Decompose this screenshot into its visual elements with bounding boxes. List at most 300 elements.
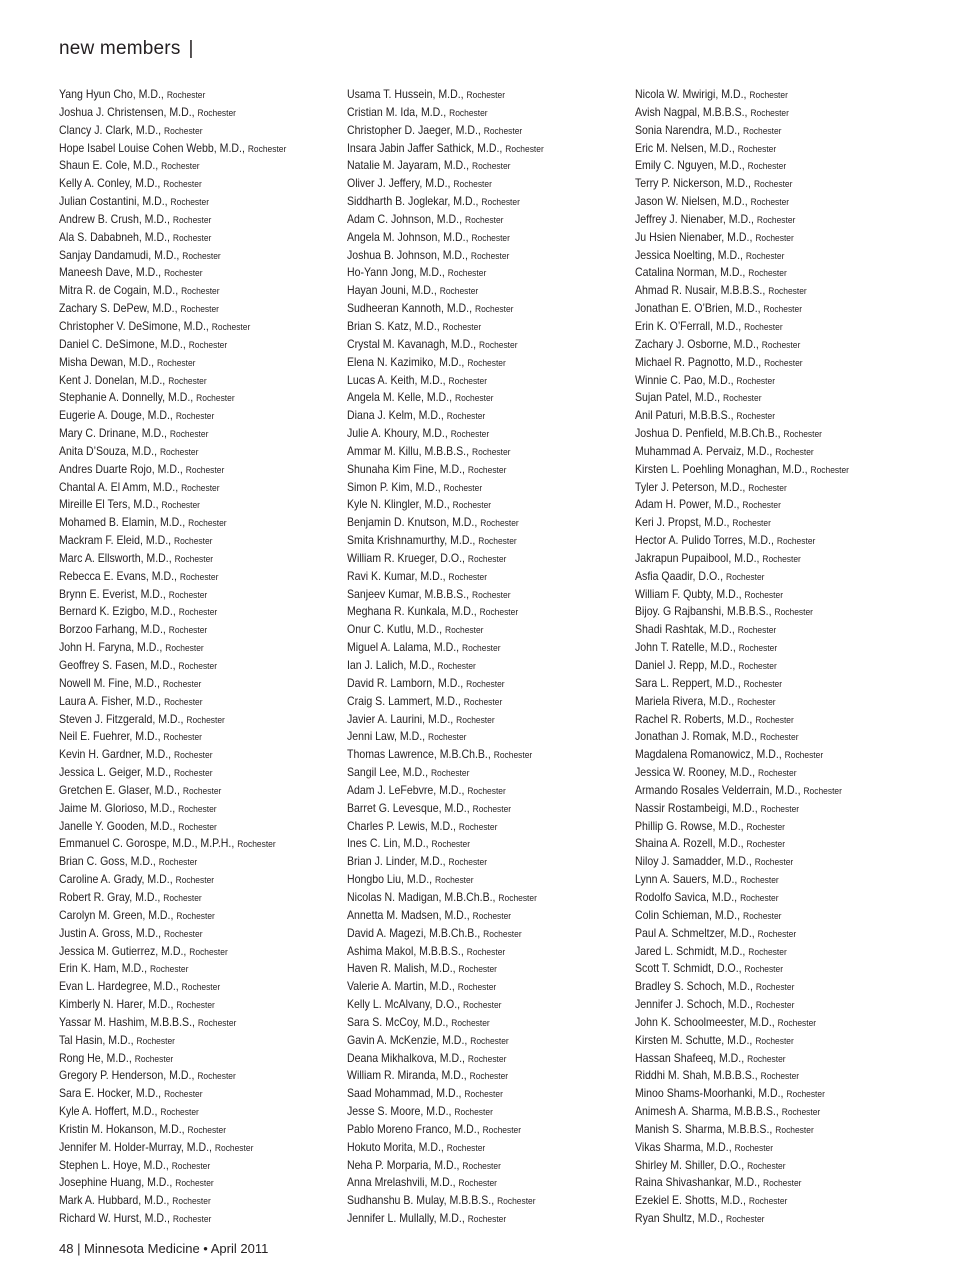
member-city: Rochester: [161, 500, 200, 512]
member-name: Anna Mrelashvili, M.D.,: [347, 1175, 456, 1190]
member-entry: [347, 746, 544, 764]
member-name: Kirsten M. Schutte, M.D.,: [635, 1032, 753, 1047]
member-city: Rochester: [442, 321, 482, 333]
member-city: Rochester: [178, 803, 217, 815]
member-city: Rochester: [452, 500, 492, 512]
member-entry: [635, 657, 849, 675]
member-name: Kelly L. McAlvany, D.O.,: [347, 997, 461, 1012]
member-city: Rochester: [185, 464, 225, 476]
member-entry: [635, 1174, 849, 1192]
member-entry: [347, 728, 544, 746]
member-entry: [59, 1210, 286, 1228]
member-city: Rochester: [479, 607, 519, 619]
member-city: Rochester: [437, 661, 476, 672]
member-name: Shaun E. Cole, M.D.,: [59, 158, 159, 173]
member-entry: [347, 1157, 544, 1175]
member-entry: [347, 157, 544, 175]
member-name: Rodolfo Savica, M.D.,: [635, 889, 738, 904]
member-name: Sudheeran Kannoth, M.D.,: [347, 301, 473, 316]
member-entry: [59, 514, 286, 532]
member-city: Rochester: [472, 161, 511, 173]
member-city: Rochester: [176, 910, 215, 922]
member-name: Eric M. Nelsen, M.D.,: [635, 140, 735, 155]
member-entry: [347, 996, 544, 1014]
member-name: Adam C. Johnson, M.D.,: [347, 211, 463, 226]
member-name: Ju Hsien Nienaber, M.D.,: [635, 229, 753, 244]
member-entry: [59, 104, 286, 122]
member-entry: [635, 1139, 849, 1157]
member-name: Siddharth B. Joglekar, M.D.,: [347, 194, 479, 209]
member-name: Kyle N. Klingler, M.D.,: [347, 497, 450, 512]
member-city: Rochester: [462, 1160, 501, 1172]
member-entry: [59, 532, 286, 550]
member-city: Rochester: [470, 1035, 509, 1047]
member-entry: [59, 978, 286, 996]
member-name: Lynn A. Sauers, M.D.,: [635, 872, 738, 887]
member-name: Deana Mikhalkova, M.D.,: [347, 1050, 465, 1065]
member-city: Rochester: [178, 607, 218, 619]
member-entry: [59, 372, 286, 390]
member-name: Brynn E. Everist, M.D.,: [59, 586, 166, 601]
member-name: David R. Lamborn, M.D.,: [347, 675, 464, 690]
member-entry: [347, 586, 544, 604]
member-name: Ahmad R. Nusair, M.B.B.S.,: [635, 283, 766, 298]
member-city: Rochester: [725, 1214, 765, 1226]
member-entry: [635, 496, 849, 514]
member-city: Rochester: [763, 304, 803, 316]
member-entry: [347, 782, 544, 800]
member-entry: [59, 711, 286, 729]
member-entry: [347, 871, 544, 889]
member-name: Jonathan E. O’Brien, M.D.,: [635, 301, 761, 316]
member-city: Rochester: [493, 750, 533, 762]
member-city: Rochester: [723, 393, 762, 405]
member-name: Catalina Norman, M.D.,: [635, 265, 746, 280]
page-footer: 48 | Minnesota Medicine • April 2011: [59, 1241, 269, 1256]
member-entry: [635, 318, 849, 336]
member-name: Gavin A. McKenzie, M.D.,: [347, 1032, 468, 1047]
member-city: Rochester: [428, 732, 467, 744]
member-name: Michael R. Pagnotto, M.D.,: [635, 354, 762, 369]
member-entry: [347, 496, 544, 514]
member-city: Rochester: [745, 250, 785, 262]
member-name: Ravi K. Kumar, M.D.,: [347, 568, 446, 583]
member-city: Rochester: [172, 214, 212, 226]
member-city: Rochester: [165, 643, 204, 655]
member-name: Daniel J. Repp, M.D.,: [635, 658, 736, 672]
member-entry: [59, 1103, 286, 1121]
member-name: Hayan Jouni, M.D.,: [347, 283, 437, 298]
member-name: Hector A. Pulido Torres, M.D.,: [635, 533, 774, 548]
member-name: Bijoy. G Rajbanshi, M.B.B.S.,: [635, 604, 772, 619]
member-name: Jenni Law, M.D.,: [347, 729, 426, 744]
member-city: Rochester: [466, 946, 506, 958]
member-name: Julian Costantini, M.D.,: [59, 194, 168, 209]
member-city: Rochester: [756, 214, 796, 226]
member-city: Rochester: [467, 1214, 507, 1226]
member-city: Rochester: [725, 571, 765, 583]
member-entry: [347, 300, 544, 318]
member-entry: [59, 568, 286, 586]
member-city: Rochester: [498, 892, 537, 904]
member-city: Rochester: [746, 821, 785, 833]
member-city: Rochester: [174, 750, 213, 762]
member-name: Paul A. Schmeltzer, M.D.,: [635, 925, 755, 940]
member-city: Rochester: [430, 768, 470, 780]
member-entry: [635, 818, 849, 836]
member-entry: [347, 247, 544, 265]
member-city: Rochester: [776, 536, 816, 548]
member-city: Rochester: [755, 1000, 795, 1012]
member-entry: [635, 871, 849, 889]
member-name: Sara E. Hocker, M.D.,: [59, 1086, 162, 1101]
member-entry: [635, 461, 849, 479]
member-city: Rochester: [774, 607, 813, 619]
member-city: Rochester: [472, 910, 512, 922]
member-city: Rochester: [463, 1000, 502, 1012]
member-city: Rochester: [446, 1142, 486, 1154]
member-city: Rochester: [744, 589, 784, 601]
member-name: Keri J. Propst, M.D.,: [635, 515, 730, 530]
member-entry: [59, 229, 286, 247]
member-name: Natalie M. Jayaram, M.D.,: [347, 158, 470, 173]
member-name: Andrew B. Crush, M.D.,: [59, 211, 170, 226]
member-city: Rochester: [451, 1017, 490, 1029]
member-city: Rochester: [182, 785, 222, 797]
member-city: Rochester: [762, 553, 801, 565]
member-city: Rochester: [747, 1053, 786, 1065]
member-city: Rochester: [453, 179, 492, 191]
member-name: Jakrapun Pupaibool, M.D.,: [635, 550, 760, 565]
member-city: Rochester: [760, 732, 799, 744]
member-name: Sujan Patel, M.D.,: [635, 390, 721, 405]
member-entry: [347, 479, 544, 497]
member-entry: [347, 229, 544, 247]
member-city: Rochester: [734, 1142, 774, 1154]
member-city: Rochester: [172, 1214, 212, 1226]
member-entry: [59, 407, 286, 425]
member-entry: [347, 282, 544, 300]
member-city: Rochester: [186, 714, 225, 726]
member-city: Rochester: [737, 625, 777, 637]
member-entry: [347, 354, 544, 372]
member-city: Rochester: [174, 536, 213, 548]
member-name: Janelle Y. Gooden, M.D.,: [59, 818, 176, 833]
member-name: Asfia Qaadir, D.O.,: [635, 568, 724, 583]
member-city: Rochester: [458, 1178, 497, 1190]
member-name: Simon P. Kim, M.D.,: [347, 479, 441, 494]
member-city: Rochester: [758, 768, 797, 780]
member-city: Rochester: [761, 339, 801, 351]
member-name: Rong He, M.D.,: [59, 1050, 132, 1065]
member-city: Rochester: [168, 589, 208, 601]
member-city: Rochester: [471, 446, 511, 458]
member-city: Rochester: [181, 482, 220, 494]
member-name: Adam H. Power, M.D.,: [635, 497, 740, 512]
member-entry: [347, 264, 544, 282]
member-city: Rochester: [479, 339, 518, 351]
member-city: Rochester: [810, 464, 850, 476]
member-city: Rochester: [483, 125, 523, 137]
member-entry: [635, 140, 849, 158]
member-city: Rochester: [467, 553, 507, 565]
member-entry: [635, 711, 849, 729]
member-name: Ryan Shultz, M.D.,: [635, 1211, 724, 1226]
member-name: John H. Faryna, M.D.,: [59, 640, 163, 655]
member-city: Rochester: [164, 928, 203, 940]
member-name: Magdalena Romanowicz, M.D.,: [635, 747, 782, 762]
member-name: Brian J. Linder, M.D.,: [347, 854, 446, 869]
member-name: Nicolas N. Madigan, M.B.Ch.B.,: [347, 889, 496, 904]
member-city: Rochester: [737, 696, 776, 708]
member-entry: [635, 1014, 849, 1032]
member-entry: [635, 764, 849, 782]
member-entry: [347, 978, 544, 996]
member-city: Rochester: [447, 268, 487, 280]
member-entry: [59, 925, 286, 943]
member-entry: [635, 1050, 849, 1068]
member-name: Evan L. Hardegree, M.D.,: [59, 979, 179, 994]
member-entry: [59, 996, 286, 1014]
member-entry: [635, 372, 849, 390]
member-city: Rochester: [743, 125, 782, 137]
member-city: Rochester: [163, 179, 202, 191]
member-name: Ammar M. Killu, M.B.B.S.,: [347, 443, 470, 458]
member-name: Kirsten L. Poehling Monaghan, M.D.,: [635, 461, 808, 476]
member-name: Cristian M. Ida, M.D.,: [347, 104, 447, 119]
member-name: Christopher D. Jaeger, M.D.,: [347, 122, 481, 137]
member-entry: [347, 1192, 544, 1210]
member-city: Rochester: [457, 982, 497, 994]
member-city: Rochester: [764, 357, 803, 369]
member-entry: [347, 1103, 544, 1121]
member-name: Josephine Huang, M.D.,: [59, 1175, 173, 1190]
member-city: Rochester: [784, 750, 824, 762]
member-city: Rochester: [175, 875, 215, 887]
member-city: Rochester: [482, 1124, 522, 1136]
member-entry: [59, 318, 286, 336]
member-name: Kevin H. Gardner, M.D.,: [59, 747, 172, 762]
member-city: Rochester: [181, 982, 221, 994]
member-column-2: [347, 86, 571, 1228]
member-entry: [59, 461, 286, 479]
member-city: Rochester: [197, 107, 237, 119]
member-entry: [59, 140, 286, 158]
member-entry: [347, 889, 544, 907]
member-city: Rochester: [171, 1160, 211, 1172]
member-city: Rochester: [448, 857, 488, 869]
member-entry: [635, 229, 849, 247]
member-entry: [347, 818, 544, 836]
member-name: Sanjay Dandamudi, M.D.,: [59, 247, 180, 262]
member-column-3: [635, 86, 878, 1228]
member-entry: [59, 1157, 286, 1175]
member-name: Zachary J. Osborne, M.D.,: [635, 336, 759, 351]
member-city: Rochester: [744, 321, 783, 333]
member-name: Clancy J. Clark, M.D.,: [59, 122, 162, 137]
member-name: Justin A. Gross, M.D.,: [59, 925, 162, 940]
member-entry: [635, 1121, 849, 1139]
member-entry: [59, 157, 286, 175]
member-city: Rochester: [467, 1053, 507, 1065]
member-name: Colin Schieman, M.D.,: [635, 907, 741, 922]
member-entry: [347, 639, 544, 657]
member-city: Rochester: [737, 143, 777, 155]
member-entry: [347, 407, 544, 425]
member-name: Annetta M. Madsen, M.D.,: [347, 907, 470, 922]
member-name: Zachary S. DePew, M.D.,: [59, 301, 178, 316]
header-divider: |: [188, 38, 194, 59]
member-name: Kyle A. Hoffert, M.D.,: [59, 1104, 158, 1119]
member-entry: [635, 1210, 849, 1228]
member-city: Rochester: [469, 1071, 509, 1083]
member-entry: [635, 175, 849, 193]
member-name: Anil Paturi, M.B.B.S.,: [635, 408, 734, 423]
member-city: Rochester: [747, 1160, 786, 1172]
member-name: Rebecca E. Evans, M.D.,: [59, 568, 177, 583]
member-name: Shirley M. Shiller, D.O.,: [635, 1157, 745, 1172]
member-name: Angela M. Kelle, M.D.,: [347, 390, 453, 405]
member-entry: [347, 318, 544, 336]
member-city: Rochester: [159, 446, 199, 458]
member-name: Carolyn M. Green, M.D.,: [59, 907, 174, 922]
member-name: Daniel C. DeSimone, M.D.,: [59, 336, 186, 351]
member-entry: [59, 943, 286, 961]
member-city: Rochester: [781, 1107, 821, 1119]
member-entry: [635, 86, 849, 104]
member-city: Rochester: [247, 143, 287, 155]
member-city: Rochester: [736, 411, 776, 423]
member-entry: [347, 800, 544, 818]
member-entry: [347, 1139, 544, 1157]
member-entry: [347, 175, 544, 193]
member-entry: [59, 1032, 286, 1050]
member-name: Jared L. Schmidt, M.D.,: [635, 943, 746, 958]
member-city: Rochester: [740, 892, 779, 904]
member-name: Mary C. Drinane, M.D.,: [59, 426, 167, 441]
member-city: Rochester: [736, 375, 776, 387]
member-name: Gretchen E. Glaser, M.D.,: [59, 782, 180, 797]
member-name: Muhammad A. Pervaiz, M.D.,: [635, 443, 773, 458]
member-entry: [635, 746, 849, 764]
member-entry: [635, 853, 849, 871]
member-name: Lucas A. Keith, M.D.,: [347, 372, 446, 387]
member-entry: [635, 889, 849, 907]
member-entry: [59, 1174, 286, 1192]
member-name: Jennifer L. Mullally, M.D.,: [347, 1211, 465, 1226]
member-entry: [635, 479, 849, 497]
member-entry: [59, 1014, 286, 1032]
section-title: new members: [59, 38, 181, 59]
member-city: Rochester: [435, 875, 474, 887]
member-name: Maneesh Dave, M.D.,: [59, 265, 162, 280]
member-name: Sara L. Reppert, M.D.,: [635, 675, 741, 690]
member-city: Rochester: [174, 553, 214, 565]
member-name: Erin K. O’Ferrall, M.D.,: [635, 318, 742, 333]
member-city: Rochester: [760, 803, 800, 815]
member-entry: [59, 479, 286, 497]
member-city: Rochester: [742, 910, 782, 922]
member-name: Laura A. Fisher, M.D.,: [59, 693, 162, 708]
member-name: Hassan Shafeeq, M.D.,: [635, 1050, 745, 1065]
member-name: Ines C. Lin, M.D.,: [347, 836, 429, 851]
member-name: Tal Hasin, M.D.,: [59, 1032, 134, 1047]
member-city: Rochester: [786, 1089, 825, 1101]
member-entry: [59, 907, 286, 925]
member-name: Marc A. Ellsworth, M.D.,: [59, 550, 172, 565]
member-name: Mark A. Hubbard, M.D.,: [59, 1193, 170, 1208]
member-entry: [635, 1192, 849, 1210]
member-name: Emmanuel C. Gorospe, M.D., M.P.H.,: [59, 836, 235, 851]
member-entry: [635, 568, 849, 586]
member-city: Rochester: [775, 1124, 814, 1136]
member-entry: [347, 211, 544, 229]
member-entry: [347, 943, 544, 961]
member-name: Joshua J. Christensen, M.D.,: [59, 104, 195, 119]
member-name: Neha P. Morparia, M.D.,: [347, 1157, 460, 1172]
member-name: Eugerie A. Douge, M.D.,: [59, 408, 173, 423]
member-name: Valerie A. Martin, M.D.,: [347, 979, 455, 994]
member-entry: [59, 1139, 286, 1157]
member-city: Rochester: [757, 928, 797, 940]
member-city: Rochester: [777, 1017, 817, 1029]
member-entry: [635, 336, 849, 354]
member-name: Riddhi M. Shah, M.B.B.S.,: [635, 1068, 758, 1083]
member-city: Rochester: [783, 429, 822, 441]
member-entry: [347, 425, 544, 443]
member-city: Rochester: [474, 304, 514, 316]
member-city: Rochester: [164, 696, 203, 708]
member-city: Rochester: [458, 821, 498, 833]
member-entry: [59, 443, 286, 461]
member-city: Rochester: [169, 429, 209, 441]
member-entry: [347, 336, 544, 354]
member-city: Rochester: [188, 339, 228, 351]
member-entry: [347, 764, 544, 782]
member-entry: [347, 514, 544, 532]
member-name: Elena N. Kazimiko, M.D.,: [347, 354, 465, 369]
member-entry: [59, 586, 286, 604]
member-entry: [635, 264, 849, 282]
member-name: Bradley S. Schoch, M.D.,: [635, 979, 753, 994]
member-entry: [347, 568, 544, 586]
member-name: William R. Krueger, D.O.,: [347, 550, 465, 565]
member-name: Armando Rosales Velderrain, M.D.,: [635, 782, 801, 797]
member-entry: [635, 907, 849, 925]
member-entry: [59, 496, 286, 514]
member-name: Ala S. Dababneh, M.D.,: [59, 229, 170, 244]
member-name: Jesse S. Moore, M.D.,: [347, 1104, 452, 1119]
member-city: Rochester: [449, 107, 488, 119]
member-name: Kristin M. Hokanson, M.D.,: [59, 1121, 185, 1136]
member-entry: [347, 122, 544, 140]
member-city: Rochester: [749, 90, 788, 101]
member-city: Rochester: [445, 625, 484, 637]
member-entry: [635, 1085, 849, 1103]
member-name: Niloy J. Samadder, M.D.,: [635, 854, 752, 869]
member-name: Sonia Narendra, M.D.,: [635, 122, 741, 137]
member-name: Jason W. Nielsen, M.D.,: [635, 194, 748, 209]
member-city: Rochester: [497, 1196, 536, 1208]
member-city: Rochester: [467, 785, 506, 797]
member-entry: [635, 603, 849, 621]
member-city: Rochester: [168, 375, 207, 387]
member-entry: [59, 264, 286, 282]
member-city: Rochester: [753, 179, 793, 191]
member-name: Yassar M. Hashim, M.B.B.S.,: [59, 1014, 195, 1029]
member-entry: [59, 1085, 286, 1103]
member-entry: [635, 282, 849, 300]
